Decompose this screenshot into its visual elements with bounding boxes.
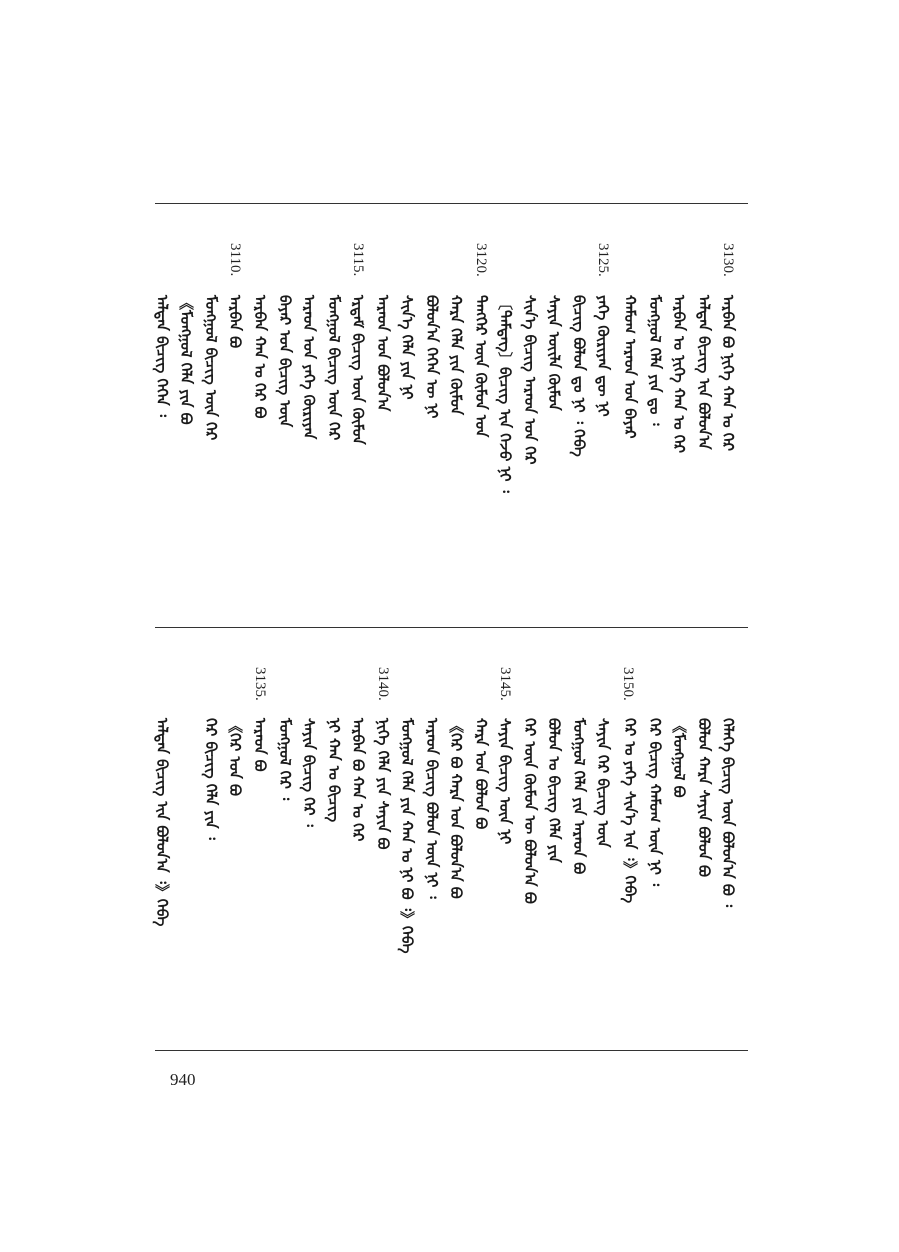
verse-line: 《ᠭᠡᠷ ᠪᠣ ᠬᠠᠷᠠ ᠤᠨ ᠪᠣᠯᠤᠨ᠎ᠠ ᠪᠣ	[447, 718, 465, 899]
line-number: 3140.	[375, 667, 391, 701]
line-number: 3115.	[350, 243, 366, 277]
verse-line: ᠮᠣᠩᠭᠣᠯ ᠪᠢᠴᠢᠭ ᠦᠨ ᠭᠡᠷ	[202, 295, 220, 441]
verse-line: ᠮᠣᠩᠭᠣᠯ ᠬᠡᠷ ᠄	[276, 718, 294, 801]
verse-line: ᠠᠷᠪᠠᠨ ᠤ ᠨᠢᠭᠡ ᠬᠠᠨ ᠤ ᠭᠡᠷ	[670, 295, 688, 454]
line-number: 3110.	[227, 243, 243, 277]
middle-rule	[155, 627, 748, 628]
verse-line: ᠠᠷᠪᠠᠨ ᠬᠠᠨ ᠤ ᠭᠡᠷ ᠪᠣ	[251, 295, 269, 419]
verse-line: ᠮᠣᠩᠭᠣᠯ ᠬᠡᠯᠡ ᠶᠢᠨ ᠳᠤ ᠄	[646, 295, 664, 426]
verse-line: ᠰᠠᠶᠢᠨ ᠦᠢᠯᠡ ᠬᠦᠮᠦᠨ	[545, 295, 563, 411]
line-number: 3145.	[497, 667, 513, 701]
verse-line: ᠮᠣᠩᠭᠣᠯ ᠪᠢᠴᠢᠭ ᠦᠨ ᠭᠡᠷ	[325, 295, 343, 441]
line-number: 3120.	[473, 243, 489, 277]
verse-line: ᠡᠷᠳᠡᠮ ᠪᠢᠴᠢᠭ ᠦᠨ ᠬᠦᠮᠦᠨ	[349, 295, 367, 445]
verse-line: ᠨᠢ ᠬᠠᠨ ᠤ ᠪᠢᠴᠢᠭ	[325, 718, 343, 823]
verse-line: ᠰᠠᠶᠢᠨ ᠪᠢᠴᠢᠭ ᠬᠡᠷ ᠄	[300, 718, 318, 827]
verse-line: 《ᠭᠡᠷ ᠤᠨ ᠪᠣ	[226, 718, 244, 797]
bottom-rule	[155, 1050, 748, 1051]
verse-line: ᠭᠡᠷ ᠦᠨ ᠬᠦᠮᠦᠨ ᠦ ᠪᠣᠯᠤᠨ᠎ᠠ ᠪᠣ	[521, 718, 539, 904]
verse-line: ᠬᠡᠯᠡᠭᠡ ᠪᠢᠴᠢᠭ ᠦᠨ ᠪᠣᠯᠤᠨ᠎ᠠ ᠪᠣ ᠄	[719, 718, 737, 908]
verse-line: ᠶᠡᠬᠡ ᠬᠦᠷᠢᠶᠡᠨ ᠳᠦ ᠨᠢ	[594, 295, 612, 417]
verse-line: ᠰᠠᠶᠢᠨ ᠬᠡᠷ ᠪᠢᠴᠢᠭ ᠦᠨ	[594, 718, 612, 848]
verse-line: ᠠᠯᠲᠠᠨ ᠪᠢᠴᠢᠭ ᠢᠨ ᠪᠣᠯᠤᠨ᠎ᠠ	[695, 295, 713, 450]
verse-line: ᠪᠢᠴᠢᠭ ᠪᠣᠯᠤᠨ ᠳᠤ ᠨᠢ ᠄ ᠭᠡᠪᠡ	[570, 295, 588, 457]
verse-line: ᠠᠷᠠᠳ ᠤᠨ ᠶᠡᠬᠡ ᠬᠦᠷᠢᠶᠡᠨ	[300, 295, 318, 440]
line-number: 3150.	[620, 667, 636, 701]
verse-line: ᠠᠯᠲᠠᠨ ᠪᠢᠴᠢᠭ ᠢᠨ ᠪᠣᠯᠤᠨ᠎ᠠ ᠄》ᠭᠡᠪᠡ	[153, 718, 171, 927]
verse-line: ᠪᠣᠯᠤᠨ ᠤ ᠪᠢᠴᠢᠭ ᠬᠡᠯᠡ ᠶᠢᠨ	[545, 718, 563, 863]
verse-line: ᠬᠠᠷᠠ ᠬᠡᠯᠡ ᠶᠢᠨ ᠬᠦᠮᠦᠨ	[447, 295, 465, 416]
verse-line: ᠰᠢᠨ᠎ᠡ ᠬᠡᠯᠡ ᠶᠢᠨ ᠨᠢ	[398, 295, 416, 400]
verse-line: ᠠᠷᠪᠠᠨ ᠪᠣ ᠨᠢᠭᠡ ᠬᠠᠨ ᠤ ᠭᠡᠷ	[719, 295, 737, 452]
verse-line: 《ᠮᠣᠩᠭᠣᠯ ᠬᠡᠯᠡ ᠶᠢᠨ ᠪᠣ	[177, 295, 195, 425]
verse-line: ᠰᠠᠶᠢᠨ ᠪᠢᠴᠢᠭ ᠦᠨ ᠨᠢ	[496, 718, 514, 845]
top-rule	[155, 203, 748, 204]
verse-line: ᠠᠷᠪᠠᠨ ᠪᠣ ᠬᠠᠨ ᠤ ᠭᠡᠷ	[349, 718, 367, 842]
verse-line: ᠬᠠᠮᠤᠭ ᠠᠷᠠᠳ ᠤᠨ ᠪᠠᠶᠠᠷ	[621, 295, 639, 439]
verse-line: ᠪᠠᠶᠠᠷ ᠤᠨ ᠪᠢᠴᠢᠭ ᠦᠨ	[276, 295, 294, 428]
verse-line: ᠠᠷᠠᠳ ᠪᠢᠴᠢᠭ ᠪᠣᠯᠤᠨ ᠦᠨ ᠨᠢ ᠄	[423, 718, 441, 899]
verse-line: 《ᠮᠣᠩᠭᠣᠯ ᠪᠣ	[670, 718, 688, 798]
verse-line: ᠮᠣᠩᠭᠣᠯ ᠬᠡᠯᠡ ᠶᠢᠨ ᠠᠷᠠᠳ ᠪᠣ	[570, 718, 588, 875]
verse-line: ᠠᠯᠲᠠᠨ ᠪᠢᠴᠢᠭ ᠭᠡᠭᠡᠨ ᠄	[153, 295, 171, 417]
verse-line: ᠬᠡᠷ ᠤ ᠶᠡᠬᠡ ᠰᠢᠨ᠎ᠡ ᠢᠨ ᠄》ᠭᠡᠪᠡ	[621, 718, 639, 904]
verse-line: ᠨᠢᠭᠡ ᠬᠡᠯᠡ ᠶᠢᠨ ᠰᠠᠶᠢᠨ ᠪᠣ	[374, 718, 392, 850]
line-number: 3130.	[720, 243, 736, 277]
verse-line: ᠬᠠᠷᠠ ᠤᠨ ᠪᠣᠯᠤᠨ ᠪᠣ	[472, 718, 490, 830]
page-number: 940	[170, 1070, 196, 1089]
line-number: 3125.	[595, 243, 611, 277]
verse-line: ᠪᠣᠯᠤᠨ ᠬᠠᠷᠠ ᠰᠠᠶᠢᠨ ᠪᠣᠯᠤᠨ ᠪᠣ	[695, 718, 713, 877]
verse-line: 〔ᠲᠡᠮᠳᠡᠭ〕ᠪᠢᠴᠢᠭ ᠢᠨ ᠭᠡᠵᠦ ᠨᠢ ᠄	[496, 295, 514, 493]
verse-line: ᠠᠷᠠᠳ ᠤᠨ ᠪᠣᠯᠤᠨ᠎ᠠ	[374, 295, 392, 412]
verse-line: ᠭᠡᠷ ᠪᠢᠴᠢᠭ ᠬᠠᠮᠤᠭ ᠦᠨ ᠨᠢ ᠄	[646, 718, 664, 887]
verse-line: ᠠᠷᠠᠳ ᠪᠣ	[251, 718, 269, 772]
line-number: 3135.	[252, 667, 268, 701]
verse-line: ᠠᠷᠪᠠᠨ ᠪᠣ	[226, 295, 244, 349]
verse-line: ᠪᠣᠯᠤᠨ᠎ᠠ ᠭᠡᠭᠡᠨ ᠦ ᠨᠢ	[423, 295, 441, 419]
verse-line: ᠰᠢᠨ᠎ᠡ ᠪᠢᠴᠢᠭ ᠠᠷᠠᠳ ᠤᠨ ᠬᠡᠷ	[521, 295, 539, 465]
verse-line: ᠮᠣᠩᠭᠣᠯ ᠬᠡᠯᠡ ᠶᠢᠨ ᠬᠠᠨ ᠤ ᠨᠢ ᠪᠣ ᠄》ᠭᠡᠪᠡ	[398, 718, 416, 954]
verse-line: ᠲᠡᠩᠭᠡᠷ ᠦᠨ ᠬᠦᠮᠦᠨ ᠤᠨ	[472, 295, 490, 438]
verse-line: ᠭᠡᠷ ᠪᠢᠴᠢᠭ ᠬᠡᠯᠡ ᠶᠢᠨ ᠄	[202, 718, 220, 840]
